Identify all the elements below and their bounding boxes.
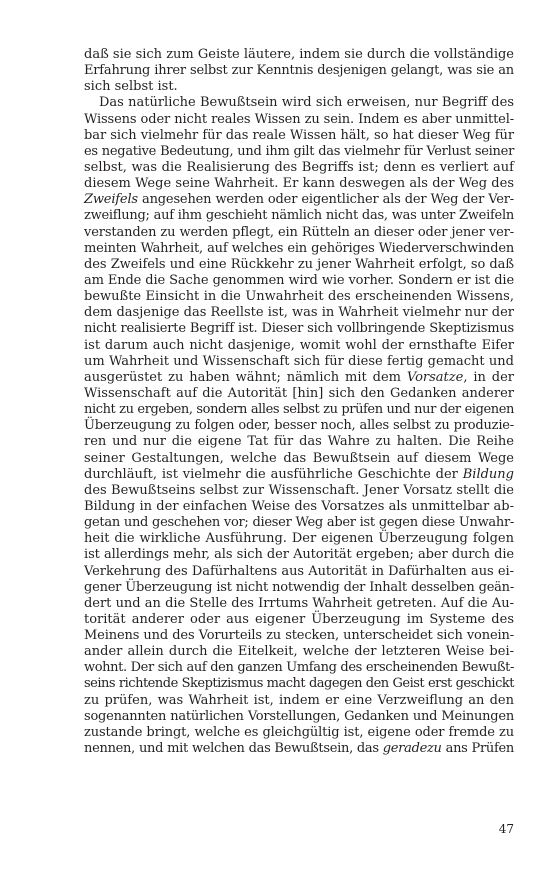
text-line: ren und nur die eigene Tat für das Wahre zu halten. Die Reihe <box>84 434 514 450</box>
text-line: Wissenschaft auf die Autorität [hin] sich den Gedanken anderer <box>84 385 514 401</box>
text-line: nicht zu ergeben, sondern alles selbst zu prüfen und nur der eigenen <box>84 402 514 418</box>
text-line: zustande bringt, welche es gleichgültig ist, eigene oder fremde zu <box>84 724 514 740</box>
text-line: ander allein durch die Eitelkeit, welche der letzteren Weise bei- <box>84 644 514 660</box>
text-run: angesehen werden oder eigentlicher als der Weg der Ver- <box>137 192 514 208</box>
text-line <box>84 370 514 386</box>
emphasized-word: Zweifels <box>84 192 138 208</box>
text-line: seiner Gestaltungen, welche das Bewußtsein auf diesem Wege <box>84 450 514 466</box>
text-line: sogenannten natürlichen Vorstellungen, Gedanken und Meinungen <box>84 708 514 724</box>
text-line: Wissens oder nicht reales Wissen zu sein. Indem es aber unmittel- <box>84 111 514 127</box>
text-line: des Zweifels und eine Rückkehr zu jener Wahrheit erfolgt, so daß <box>84 256 514 272</box>
text-line: torität anderer oder aus eigener Überzeugung im Systeme des <box>84 611 514 627</box>
text-line: Erfahrung ihrer selbst zur Kenntnis desjenigen gelangt, was sie an <box>84 63 514 79</box>
text-line: zweiflung; auf ihm geschieht nämlich nicht das, was unter Zweifeln <box>84 208 514 224</box>
text-run: durchläuft, ist vielmehr die ausführliche Geschichte der <box>84 466 463 482</box>
text-run: ans Prüfen <box>441 741 514 757</box>
text-line: Bildung in der einfachen Weise des Vorsatzes als unmittelbar ab- <box>84 498 514 514</box>
text-line: getan und geschehen vor; dieser Weg aber ist gegen diese Unwahr- <box>84 515 514 531</box>
emphasized-word: Vorsatze <box>406 369 464 385</box>
text-line: am Ende die Sache genommen wird wie vorher. Sondern er ist die <box>84 272 514 288</box>
text-line: sich selbst ist. <box>84 79 178 95</box>
body-text <box>84 47 514 757</box>
text-run: , in der <box>463 369 514 385</box>
text-line: heit die wirkliche Ausführung. Der eigenen Überzeugung folgen <box>84 531 514 547</box>
text-line: ist allerdings mehr, als sich der Autorität ergeben; aber durch die <box>84 547 514 563</box>
text-line <box>84 192 514 208</box>
text-line: ist darum auch nicht dasjenige, womit wohl der ernsthafte Eifer <box>84 337 514 353</box>
text-line: dert und an die Stelle des Irrtums Wahrheit getreten. Auf die Au- <box>84 595 514 611</box>
text-line: seins richtende Skeptizismus macht dagegen den Geist erst geschickt <box>84 676 514 692</box>
text-line: Verkehrung des Dafürhaltens aus Autorität in Dafürhalten aus ei- <box>84 563 514 579</box>
text-line <box>84 741 514 757</box>
text-line: bewußte Einsicht in die Unwahrheit des erscheinenden Wissens, <box>84 289 514 305</box>
page-number: 47 <box>498 822 514 836</box>
text-run: nennen, und mit welchen das Bewußtsein, das <box>84 741 383 757</box>
text-line: wohnt. Der sich auf den ganzen Umfang des erscheinenden Bewußt- <box>84 660 514 676</box>
emphasized-word: Bildung <box>462 466 514 482</box>
text-line: Überzeugung zu folgen oder, besser noch, alles selbst zu produzie- <box>84 418 514 434</box>
text-line: zu prüfen, was Wahrheit ist, indem er eine Verzweiflung an den <box>84 692 514 708</box>
text-line: gener Überzeugung ist nicht notwendig der Inhalt desselben geän- <box>84 579 514 595</box>
text-run: ausgerüstet zu haben wähnt; nämlich mit dem <box>84 369 407 385</box>
emphasized-word: geradezu <box>382 741 442 757</box>
text-line: verstanden zu werden pflegt, ein Rütteln an dieser oder jener ver- <box>84 224 514 240</box>
text-line: Das natürliche Bewußtsein wird sich erweisen, nur Begriff des <box>99 95 514 111</box>
text-line: daß sie sich zum Geiste läutere, indem sie durch die vollständige <box>84 47 514 62</box>
text-line: es negative Bedeutung, und ihm gilt das vielmehr für Verlust seiner <box>84 143 514 159</box>
text-line: diesem Wege seine Wahrheit. Er kann deswegen als der Weg des <box>84 176 514 192</box>
text-line: bar sich vielmehr für das reale Wissen hält, so hat dieser Weg für <box>84 127 514 143</box>
text-line: um Wahrheit und Wissenschaft sich für diese fertig gemacht und <box>84 353 514 369</box>
text-line: Meinens und des Vorurteils zu stecken, unterscheidet sich vonein- <box>84 628 514 644</box>
text-line: meinten Wahrheit, auf welches ein gehöriges Wiederverschwinden <box>84 240 514 256</box>
text-line: des Bewußtseins selbst zur Wissenschaft. Jener Vorsatz stellt die <box>84 482 514 498</box>
text-line <box>84 467 514 483</box>
text-line: dem dasjenige das Reellste ist, was in Wahrheit vielmehr nur der <box>84 305 514 321</box>
text-line: selbst, was die Realisierung des Begriffs ist; denn es verliert auf <box>84 159 514 175</box>
text-line: nicht realisierte Begriff ist. Dieser sich vollbringende Skeptizismus <box>84 321 514 337</box>
